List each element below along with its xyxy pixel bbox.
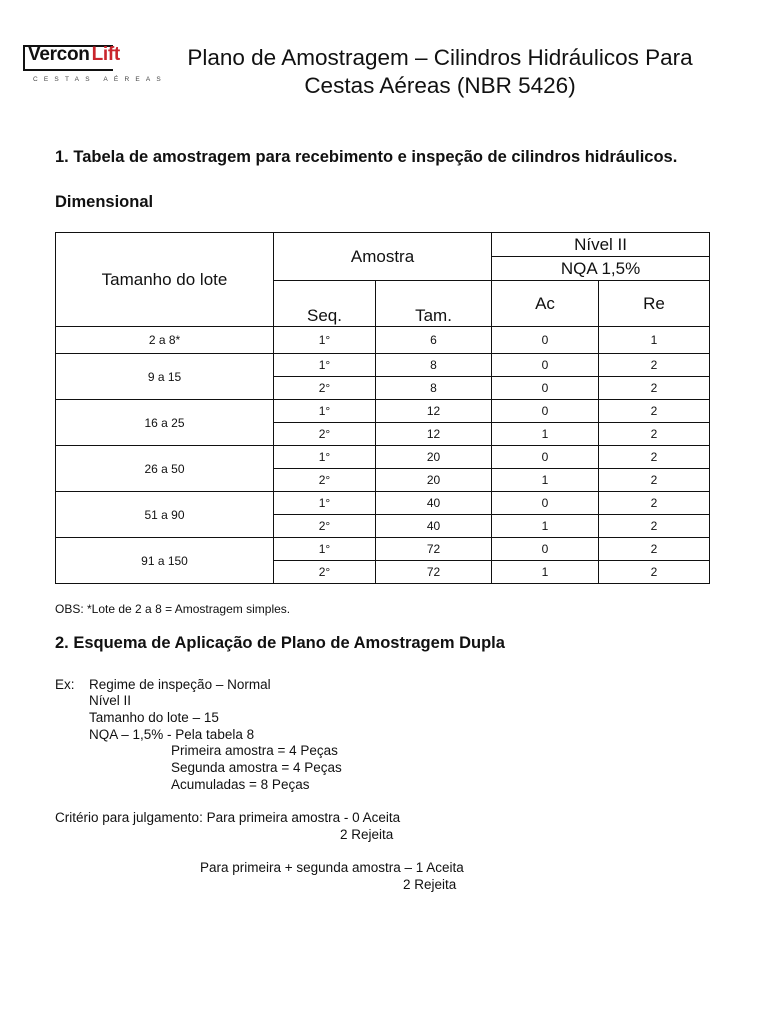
company-logo (28, 44, 120, 66)
seq-cell: 2° (274, 377, 376, 400)
re-cell: 2 (599, 400, 710, 423)
logo-vercon-text: Vercon (28, 44, 90, 65)
ac-cell: 0 (492, 538, 599, 561)
section-2-heading: 2. Esquema de Aplicação de Plano de Amostragem Dupla (55, 634, 505, 652)
header-ac: Ac (492, 281, 599, 327)
size-cell: 40 (376, 492, 492, 515)
re-cell: 2 (599, 354, 710, 377)
lot-size-text: Tamanho do lote – 15 (89, 710, 219, 725)
criterion-reject-text: 2 Rejeita (340, 827, 394, 842)
size-cell: 8 (376, 377, 492, 400)
seq-cell: 1° (274, 538, 376, 561)
re-cell: 2 (599, 515, 710, 538)
section-1-heading: 1. Tabela de amostragem para recebimento e inspeção de cilindros hidráulicos. (55, 148, 678, 166)
seq-cell: 1° (274, 492, 376, 515)
inspection-level: Nível II (89, 693, 132, 708)
ac-cell: 1 (492, 515, 599, 538)
lot-cell: 9 a 15 (56, 354, 274, 400)
header-sample: Amostra (274, 233, 492, 281)
size-cell: 20 (376, 446, 492, 469)
re-cell: 2 (599, 377, 710, 400)
header-seq (274, 281, 376, 327)
lot-cell: 26 a 50 (56, 446, 274, 492)
size-cell: 72 (376, 561, 492, 584)
re-cell: 2 (599, 538, 710, 561)
ac-cell: 1 (492, 561, 599, 584)
title-line-1: Plano de Amostragem – Cilindros Hidráulicos Para (187, 45, 693, 70)
size-cell: 6 (376, 327, 492, 354)
ac-cell: 0 (492, 377, 599, 400)
size-cell: 72 (376, 538, 492, 561)
size-cell: 12 (376, 400, 492, 423)
seq-cell: 1° (274, 354, 376, 377)
ac-cell: 0 (492, 400, 599, 423)
seq-cell: 1° (274, 400, 376, 423)
seq-cell: 1° (274, 327, 376, 354)
re-cell: 2 (599, 469, 710, 492)
header-level: Nível II (492, 233, 710, 257)
seq-cell: 2° (274, 423, 376, 446)
criterion-text: Critério para julgamento: Para primeira amostra - 0 Aceita (55, 810, 401, 825)
table-note: OBS: *Lote de 2 a 8 = Amostragem simples. (55, 602, 291, 616)
nqa-text: NQA – 1,5% - Pela tabela 8 (89, 727, 255, 742)
size-cell: 20 (376, 469, 492, 492)
size-cell: 8 (376, 354, 492, 377)
seq-cell: 2° (274, 561, 376, 584)
inspection-regime: Regime de inspeção – Normal (89, 677, 271, 692)
header-lot-size: Tamanho do lote (56, 233, 274, 327)
lot-cell: 2 a 8* (56, 327, 274, 354)
ac-cell: 1 (492, 469, 599, 492)
header-re: Re (599, 281, 710, 327)
re-cell: 1 (599, 327, 710, 354)
ac-cell: 0 (492, 354, 599, 377)
ac-cell: 0 (492, 492, 599, 515)
criterion-2-text: Para primeira + segunda amostra – 1 Aceita (200, 860, 464, 875)
seq-cell: 1° (274, 446, 376, 469)
lot-cell: 91 a 150 (56, 538, 274, 584)
header-seq-label: Seq. (307, 306, 342, 325)
seq-cell: 2° (274, 515, 376, 538)
first-sample-text: Primeira amostra = 4 Peças (171, 743, 338, 758)
logo-tagline: CESTAS AÉREAS (33, 76, 167, 83)
title-line-2: Cestas Aéreas (NBR 5426) (304, 73, 576, 98)
example-label: Ex: (55, 677, 75, 692)
criterion-2-reject-text: 2 Rejeita (403, 877, 457, 892)
accumulated-text: Acumuladas = 8 Peças (171, 777, 310, 792)
lot-cell: 16 a 25 (56, 400, 274, 446)
ac-cell: 1 (492, 423, 599, 446)
second-sample-text: Segunda amostra = 4 Peças (171, 760, 342, 775)
header-size-label: Tam. (415, 306, 452, 325)
document-title (180, 44, 700, 100)
ac-cell: 0 (492, 446, 599, 469)
header-nqa: NQA 1,5% (492, 257, 710, 281)
size-cell: 12 (376, 423, 492, 446)
re-cell: 2 (599, 446, 710, 469)
size-cell: 40 (376, 515, 492, 538)
header-size (376, 281, 492, 327)
re-cell: 2 (599, 561, 710, 584)
dimensional-subheading: Dimensional (55, 193, 154, 211)
lot-cell: 51 a 90 (56, 492, 274, 538)
ac-cell: 0 (492, 327, 599, 354)
re-cell: 2 (599, 492, 710, 515)
logo-lift-text: Lift (91, 44, 120, 65)
sampling-table (55, 232, 710, 584)
seq-cell: 2° (274, 469, 376, 492)
re-cell: 2 (599, 423, 710, 446)
